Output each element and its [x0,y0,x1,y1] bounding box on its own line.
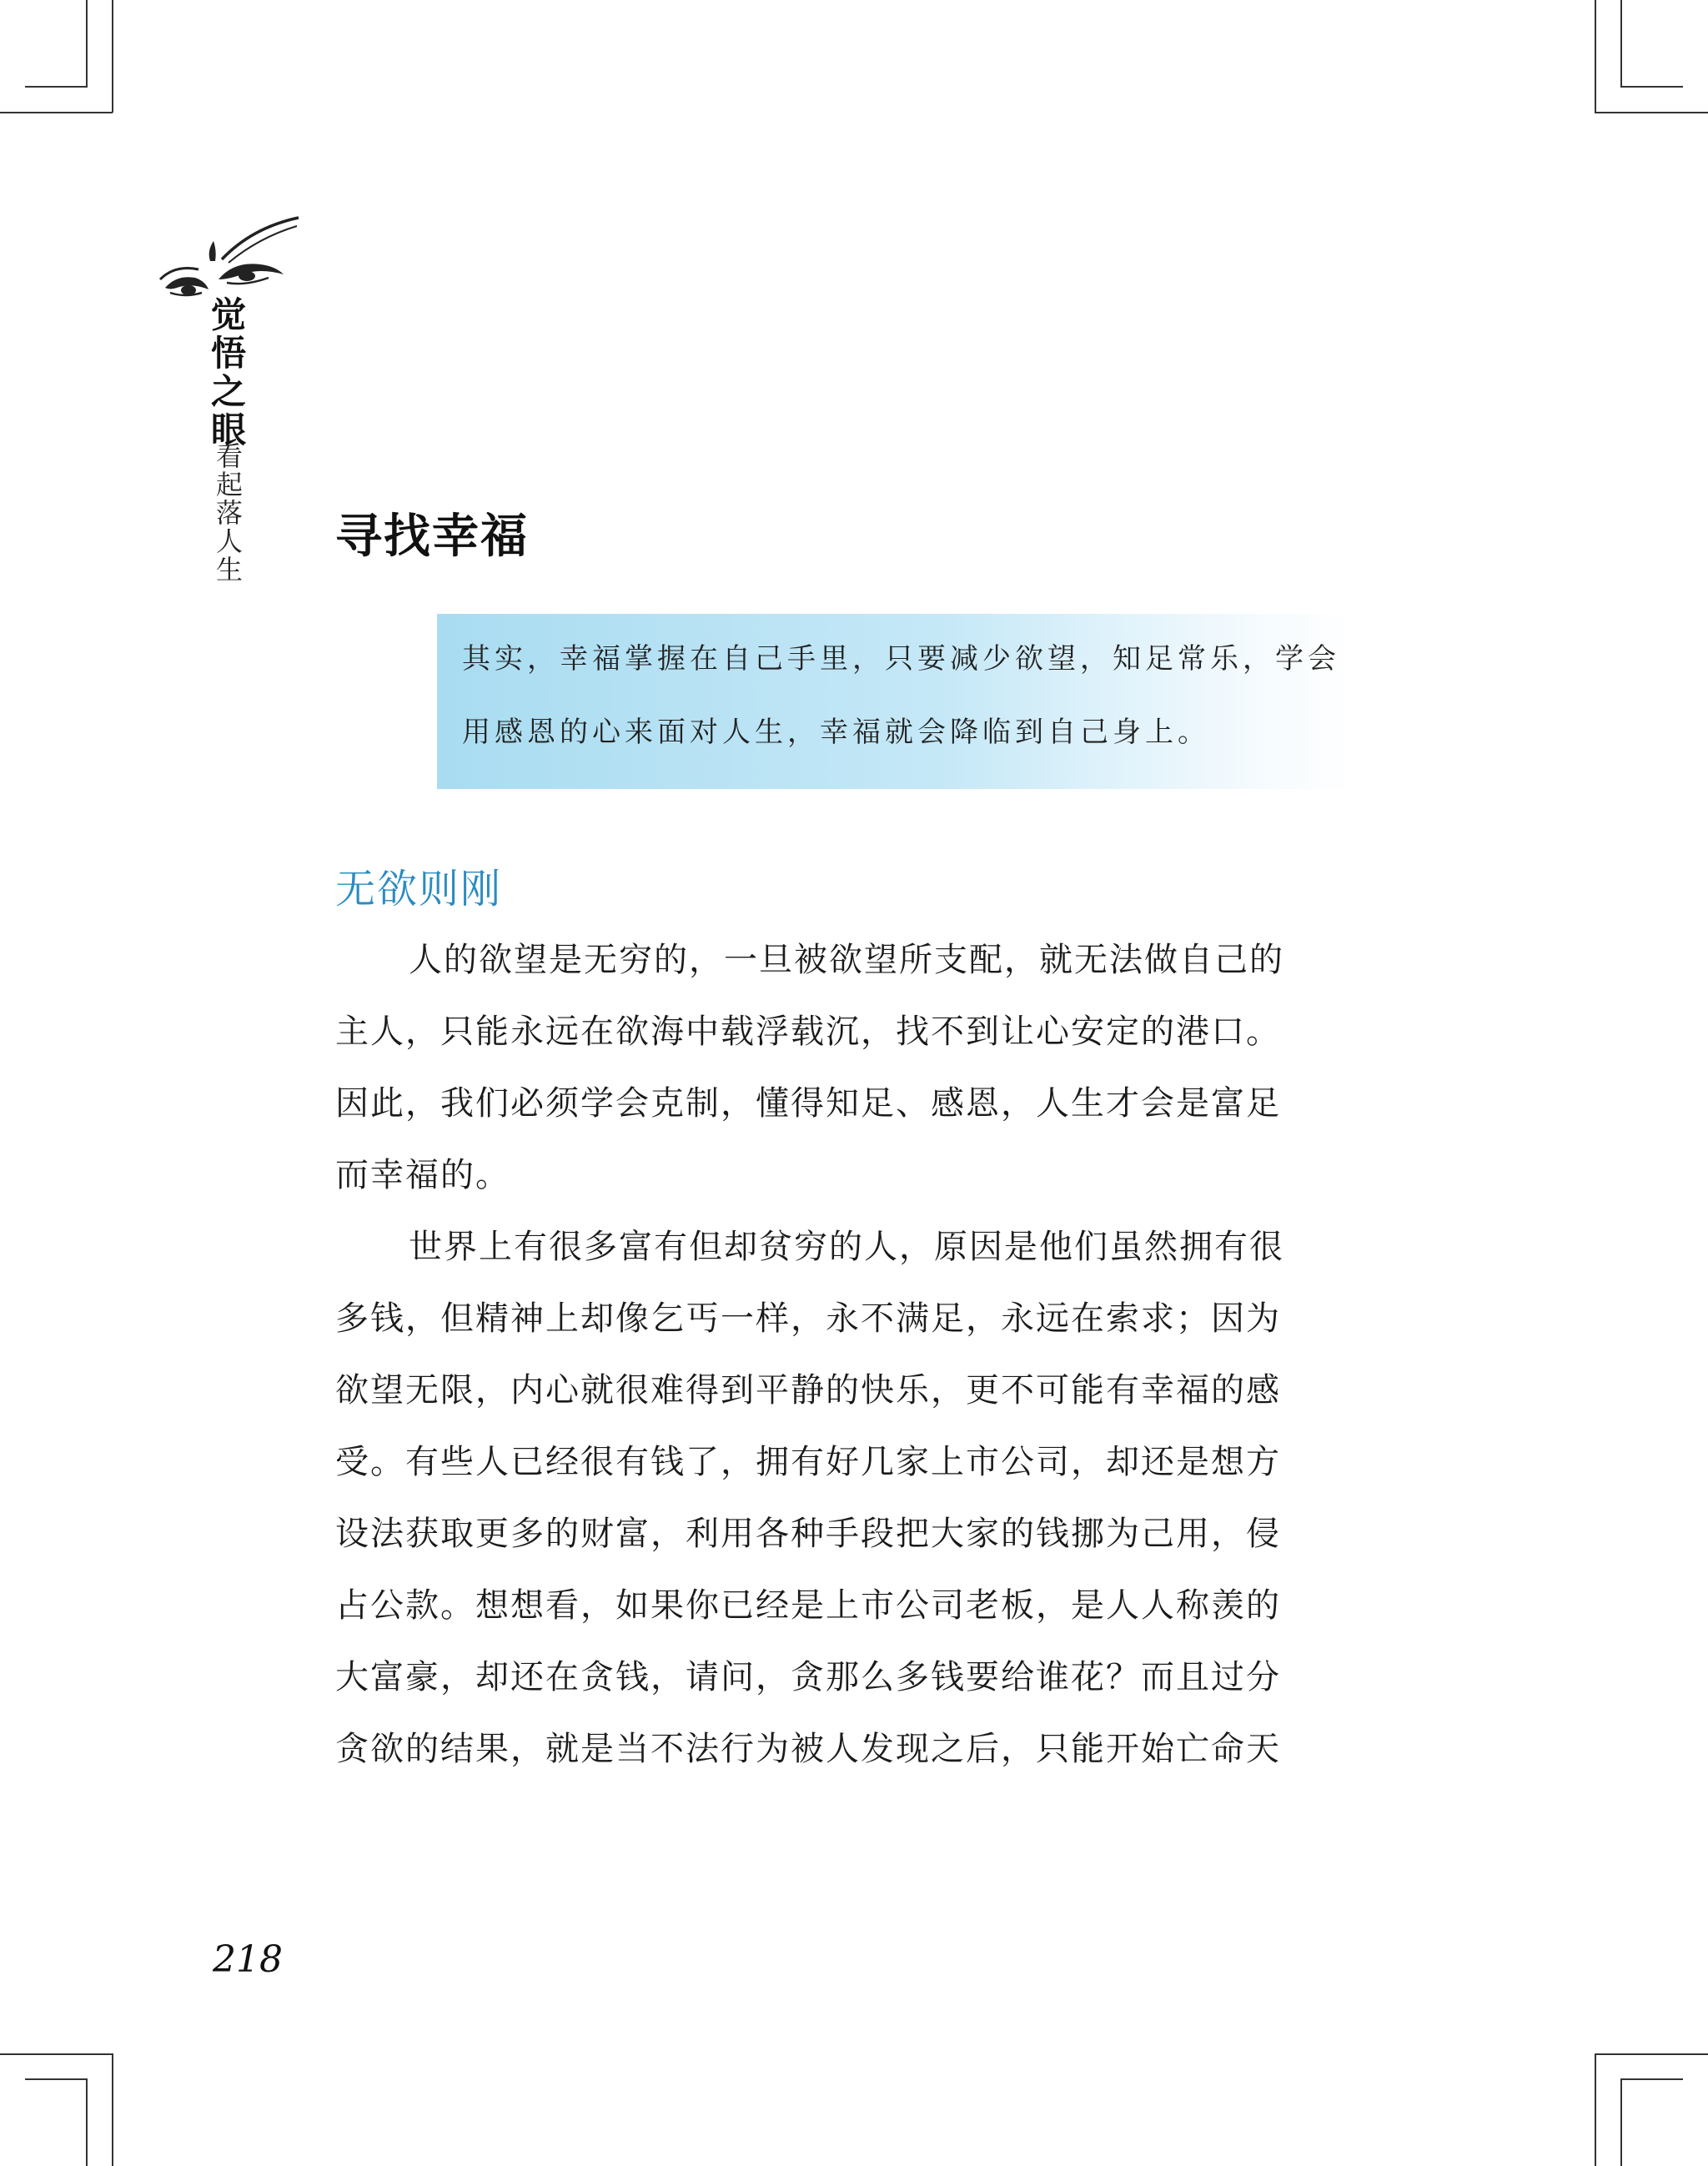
paragraph-line: 主人，只能永远在欲海中载浮载沉，找不到让心安定的港口。 [335,1013,1281,1051]
paragraph-line: 而幸福的。 [335,1156,510,1194]
crop-mark-top-left-vertical [112,0,113,113]
crop-mark-top-right-vertical-outer [1620,0,1622,88]
crop-mark-bottom-left-vertical-outer [86,2078,88,2166]
crop-mark-top-left-vertical-outer [86,0,88,88]
crop-mark-top-left-horizontal [0,112,113,113]
paragraph-line: 设法获取更多的财富，利用各种手段把大家的钱挪为己用，侵 [335,1515,1281,1553]
paragraph-line: 世界上有很多富有但却贫穷的人，原因是他们虽然拥有很 [409,1228,1284,1266]
crop-mark-bottom-right-horizontal-outer [1620,2078,1683,2080]
paragraph-line: 大富豪，却还在贪钱，请问，贪那么多钱要给谁花？而且过分 [335,1658,1281,1696]
crop-mark-top-right-horizontal-outer [1620,86,1683,88]
crop-mark-bottom-right-vertical [1595,2053,1596,2166]
eyes-logo-icon [158,213,300,304]
summary-line: 用感恩的心来面对人生，幸福就会降临到自己身上。 [462,716,1210,749]
book-title: 觉悟之眼 [206,296,247,450]
paragraph-line: 贪欲的结果，就是当不法行为被人发现之后，只能开始亡命天 [335,1730,1281,1768]
crop-mark-bottom-right-vertical-outer [1620,2078,1622,2166]
body-text [335,924,1344,1785]
crop-mark-bottom-left-horizontal [0,2053,113,2055]
paragraph-line: 占公款。想想看，如果你已经是上市公司老板，是人人称羡的 [335,1586,1281,1625]
summary-box [437,614,1354,789]
paragraph-line: 受。有些人已经很有钱了，拥有好几家上市公司，却还是想方 [335,1443,1281,1481]
crop-mark-top-right-horizontal [1595,112,1708,113]
crop-mark-bottom-left-vertical [112,2053,113,2166]
paragraph-line: 因此，我们必须学会克制，懂得知足、感恩，人生才会是富足 [335,1084,1281,1123]
paragraph-line: 欲望无限，内心就很难得到平静的快乐，更不可能有幸福的感 [335,1371,1281,1410]
paragraph-line: 多钱，但精神上却像乞丐一样，永不满足，永远在索求；因为 [335,1299,1281,1338]
crop-mark-top-right-vertical [1595,0,1596,113]
crop-mark-bottom-left-horizontal-outer [25,2078,88,2080]
section-heading: 无欲则刚 [335,866,503,912]
crop-mark-top-left-horizontal-outer [25,86,88,88]
chapter-title: 寻找幸福 [335,510,529,564]
summary-line: 其实，幸福掌握在自己手里，只要减少欲望，知足常乐，学会 [462,642,1340,676]
crop-mark-bottom-right-horizontal [1595,2053,1708,2055]
page-number: 218 [213,1938,283,1981]
book-subtitle: 看起落人生 [212,442,244,584]
paragraph-line: 人的欲望是无穷的，一旦被欲望所支配，就无法做自己的 [409,941,1284,979]
